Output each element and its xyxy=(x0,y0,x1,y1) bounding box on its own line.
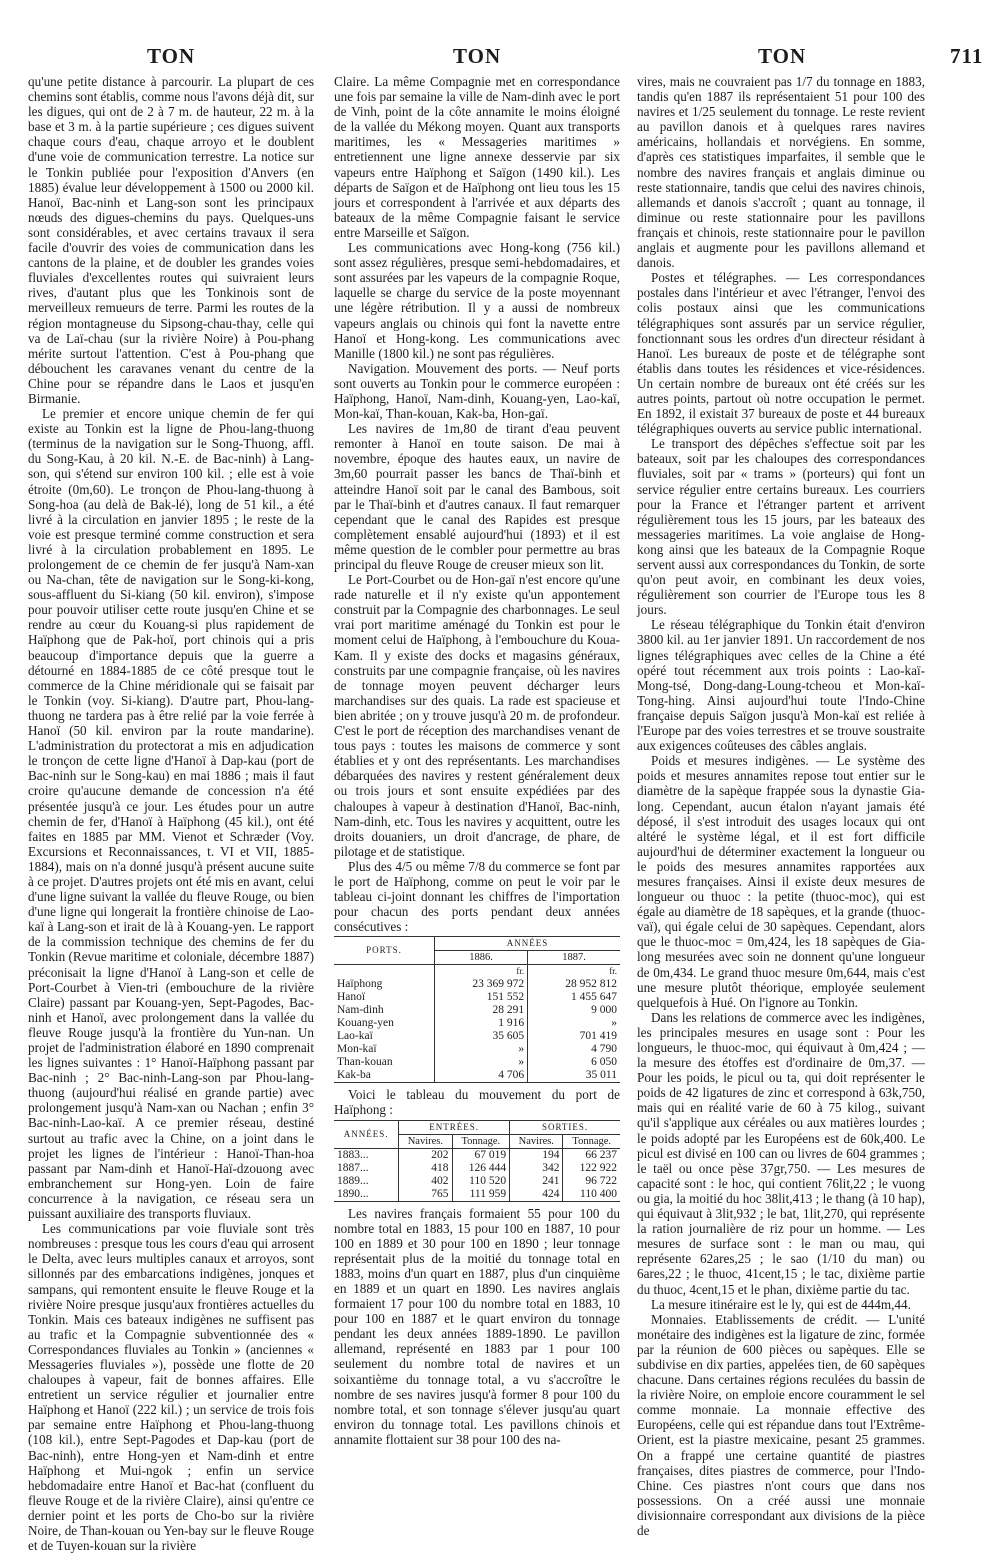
value-cell: 241 xyxy=(510,1175,563,1188)
port-name: Kak-ba xyxy=(334,1069,434,1083)
value-cell: 194 xyxy=(510,1148,563,1162)
paragraph: La mesure itinéraire est le ly, qui est de 444m,44. xyxy=(651,1296,911,1312)
value-cell: 701 419 xyxy=(579,1030,617,1043)
paragraph: Le réseau télégraphique du Tonkin était d'environ 3800 kil. au 1er janvier 1891. Un raccordement de nos lignes télégraphiques avec celles de la Chine a été opéré tout récemment aux trois points : Lao-kaï-Mong-tsé, Dong-dang-Loung-tcheou et Mon-kaï-Tong-hing. Ainsi aujourd'hui toute l'Indo-Chine française depuis Saïgon jusqu'à Mon-kaï est reliée à l'Europe par des voies terrestres et se trouve soustraite aux exigences coûteuses des câbles anglais. xyxy=(637,617,925,754)
year-cell: 1887... xyxy=(334,1162,399,1175)
paragraph: Le transport des dépêches s'effectue soit par les bateaux, soit par les chaloupes des correspondances fluviales, soit par « trams » (porteurs) qui font un service régulier entre certains bureaux. Les courriers pour la France et l'étranger partent et arrivent régulièrement tous les 15 jours, par les bateaux des messageries maritimes. La voie anglaise de Hong-kong ainsi que les bateaux de la Compagnie Roque servent aussi aux correspondances du Tonkin, de sorte qu'on peut avoir, en combinant les deux voies, régulièrement son courrier de l'Europe tous les 8 jours. xyxy=(637,436,925,618)
value-cell: » xyxy=(434,1056,527,1069)
value-cell: 418 xyxy=(399,1162,452,1175)
running-head-left: TON xyxy=(147,44,196,68)
value-cell: 4 790 xyxy=(591,1043,617,1056)
value-cell: 110 520 xyxy=(452,1175,510,1188)
paragraph: Les communications par voie fluviale sont très nombreuses : presque tous les cours d'eau qui arrosent le Delta, avec leurs multiples canaux et arroyos, sont sillonnés par des embarcations indigènes, jonques et sampans, qui remontent ensuite le fleuve Rouge et la rivière Noire presque jusqu'aux frontières actuelles du Tonkin. Mais ces bateaux indigènes ne suffisent pas au trafic et la Compagnie subventionnée des « Correspondances fluviales au Tonkin » (anciennes « Messageries fluviales »), possède une flotte de 20 chaloupes à vapeur, fait de bonnes affaires. Elle entretient un service régulier et journalier entre Haïphong et Hanoï (222 kil.) ; un service de trois fois par semaine entre Haïphong et Phou-lang-thuong (108 kil.), entre Sept-Pagodes et Dap-kau (port de Bac-ninh), entre Hong-yen et Nam-dinh et entre Haïphong et Mui-ngok ; enfin un service hebdomadaire entre Hanoï et Bac-hat (confluent du fleuve Rouge et de la rivière Claire), ainsi qu'entre ce dernier point et les ports de Cho-bo sur la rivière Noire, de Than-kouan ou Yen-bay sur le fleuve Rouge et de Tuyen-kouan sur la rivière xyxy=(28,1221,314,1553)
unit-label: fr. xyxy=(609,966,617,977)
value-cell: 151 552 xyxy=(434,991,527,1004)
table-header: ENTRÉES. xyxy=(399,1120,510,1134)
table-header: SORTIES. xyxy=(510,1120,620,1134)
port-name: Nam-dinh xyxy=(334,1004,434,1017)
year-cell: 1890... xyxy=(334,1188,399,1202)
port-name: Haïphong xyxy=(334,978,434,991)
value-cell: 1 916 xyxy=(434,1017,527,1030)
table-header: Tonnage. xyxy=(563,1134,620,1148)
paragraph: Monnaies. Etablissements de crédit. — L'unité monétaire des indigènes est la ligature de zinc, formée par la réunion de 600 pièces ou sapèques. Elle se subdivise en dix parties, appelées tien, de 60 sapèques chacune. Dans certaines régions reculées du bassin de la rivière Noire, on emploie encore couramment le sel comme monnaie. La monnaie effective des Européens, celle qui est répandue dans tout l'Extrême-Orient, est la piastre mexicaine, pesant 25 grammes. On a frappé une certaine quantité de piastres françaises, dites piastres de commerce, pour l'Indo-Chine. Ces piastres n'ont cours que dans nos possessions. On a créé aussi une monnaie divisionnaire correspondant aux divisions de la pièce de xyxy=(637,1311,925,1538)
value-cell: 23 369 972 xyxy=(434,978,527,991)
value-cell: 28 291 xyxy=(434,1004,527,1017)
value-cell: 4 706 xyxy=(434,1069,527,1083)
table-header: Tonnage. xyxy=(452,1134,510,1148)
paragraph: qu'une petite distance à parcourir. La plupart de ces chemins sont établis, comme nous l'avons déjà dit, sur les digues, qui ont de 2 à 7 m. de hauteur, 22 m. à la base et 3 m. à la partie supérieure ; ces digues suivent chaque cours d'eau, chaque arroyo et le doublent d'une voie de communication terrestre. La notice sur le Tonkin publiée pour l'exposition d'Anvers (en 1885) évalue leur développement à 1500 ou 2000 kil. Hanoï, Bac-ninh et Lang-son sont les principaux nœuds des digues-chemins du pays. Quelques-uns sont considérables, et avec certains travaux il sera facile d'ouvrir des voies de communication dans les cantons de la plaine, et de doubler les grandes voies fluviales d'excellentes routes qui suivraient leurs rives, d'autant plus que les Tonkinois sont de merveilleux remueurs de terre. Parmi les routes de la région montagneuse du Sipsong-chau-thay, celle qui va de Laï-chau (sur la rivière Noire) à Pou-phang mérite surtout l'attention. C'est à Pou-phang que débouchent les caravanes venant du centre de la Chine pour se répandre dans le Laos et jusqu'en Birmanie. xyxy=(28,74,314,406)
table-row xyxy=(334,1043,620,1056)
value-cell: 765 xyxy=(399,1188,452,1202)
value-cell: » xyxy=(434,1043,527,1056)
paragraph: Navigation. Mouvement des ports. — Neuf ports sont ouverts au Tonkin pour le commerce européen : Haïphong, Hanoï, Nam-dinh, Kouang-yen, Lao-kaï, Mon-kaï, Than-kouan, Kak-ba, Hon-gaï. xyxy=(334,360,620,422)
value-cell: 342 xyxy=(510,1162,563,1175)
table-row xyxy=(334,1069,620,1083)
table-header: 1886. xyxy=(434,951,527,965)
value-cell: 28 952 812 xyxy=(565,978,617,991)
table-header: Navires. xyxy=(510,1134,563,1148)
table-header: ANNÉES xyxy=(434,937,620,951)
paragraph: Le premier et encore unique chemin de fer qui existe au Tonkin est la ligne de Phou-lang-thuong (terminus de la navigation sur le Song-Thuong, affl. du Song-Kau, à 20 kil. N.-E. de Bac-ninh) à Lang-son, qui s'étend sur environ 100 kil. ; elle est à voie étroite (0m,60). Le tronçon de Phou-lang-thuong à Song-hoa (au delà de Bak-lé), long de 51 kil., a été livré à la circulation en janvier 1895 ; le reste de la voie est presque terminé comme construction et sera livré à la circulation probablement en 1895. Le prolongement de ce chemin de fer jusqu'à Nam-xan ou Na-chan, tête de navigation sur le Song-ki-kong, sous-affluent du Si-kiang (50 kil. environ), s'impose pour pouvoir utiliser cette route jusqu'en Chine et se rendre au cœur du Kouang-si plus rapidement de Haïphong que de Pak-hoï, port chinois qui a pris beaucoup d'importance depuis que la guerre a détourné en 1884-1885 de ce côté presque tout le commerce de la Chine méridionale qui se faisait par le Tonkin (voy. Si-kiang). D'autre part, Phou-lang-thuong ne tardera pas à être relié par la voie ferrée à Hanoï (50 kil. environ par la route mandarine). L'administration du protectorat a mis en adjudication le tronçon de cette ligne d'Hanoï à Dap-kau (port de Bac-ninh sur le Song-kau) en mai 1886 ; mais il faut croire qu'aucune demande de concession n'a été présentée jusqu'à ce jour. Les études pour un autre chemin de fer, d'Hanoï à Haïphong (45 kil.), ont été faites en 1885 par MM. Vienot et Schræder (Voy. Excursions et Reconnaissances, t. VI et VII, 1885-1884), mais on n'a donné jusqu'à présent aucune suite à ce projet. D'autres projets ont été mis en avant, celui d'une ligne suivant la vallée du fleuve Rouge, ou bien d'une ligne qui longerait la frontière chinoise de Lao-kaï à Lang-son et irait de là à Kouang-yen. Le rapport de la commission technique des chemins de fer du Tonkin (Revue maritime et coloniale, décembre 1887) préconisait la ligne d'Hanoï à Lang-son et celle de Port-Courbet à Vien-tri (embouchure de la rivière Claire) passant par Kouang-yen, Sept-Pagodes, Bac-ninh et Hanoï, avec prolongement dans la vallée du fleuve Rouge jusqu'à la frontière du Yun-nan. Un projet de l'administration élaboré en 1890 comprenait les lignes suivantes : 1° Hanoï-Haïphong passant par Bac-ninh ; 2° Bac-ninh-Lang-son par Phou-lang-thuong (aujourd'hui réalisé en grande partie) avec prolongement jusqu'à Nam-xan ou Nachan ; enfin 3° Bac-ninh-Lao-kaï. A ce premier réseau, destiné surtout au trafic avec la Chine, on a joint dans le projet les lignes de l'intérieur : Hanoï-Than-hoa passant par Nam-dinh et Hanoï-Haï-dzouong avec embranchement sur Hong-yen. Loin de faire concurrence à la navigation, ce réseau sera un puissant auxiliaire des transports fluviaux. xyxy=(28,406,314,1222)
value-cell: 35 605 xyxy=(434,1030,527,1043)
table-header: 1887. xyxy=(528,951,620,965)
port-name: Lao-kaï xyxy=(334,1030,434,1043)
table-header: Navires. xyxy=(399,1134,452,1148)
paragraph: Dans les relations de commerce avec les indigènes, les principales mesures en usage sont : Pour les longueurs, le thuoc-moc, qui équivaut à 0m,424 ; — la mesure des étoffes est d'ordinaire de 0m,37. — Pour les poids, le picul ou ta, qui doit représenter le poids de 42 ligatures de zinc et correspond à 63k,750, mais qui en réalité varie de 60 à 75 kilog., suivant qu'il s'applique aux céréales ou aux matières lourdes ; le poids adopté par les Européens est de 60k,400. Le picul est divisé en 100 can ou livres de 604 grammes ; le taël ou once pèse 37gr,750. — Les mesures de capacité sont : le hoc, qui contient 76lit,22 ; le vuong ou gia, la moitié du hoc 38lit,413 ; le thang (à 10 hap), qui équivaut à 3lit,932 ; le bat, 1lit,270, qui représente la ration journalière de riz pour un homme. — Les mesures de surface sont : le man ou mau, qui représente 62ares,25 ; le sao (1/10 du man) ou 6ares,22 ; le thuoc, 41cent,15 ; le tac, dixième partie du thuoc, 4cent,15 et le phan, dixième partie du tac. xyxy=(637,1009,925,1297)
haiphong-movement-table xyxy=(334,1120,620,1202)
table-row xyxy=(334,991,620,1004)
table-row xyxy=(334,1017,620,1030)
paragraph: Postes et télégraphes. — Les correspondances postales dans l'intérieur et avec l'étranger, l'envoi des colis postaux ainsi que les communications télégraphiques sont assurés par un service régulier, fonctionnant sous les ordres d'un directeur résidant à Hanoï. Les bureaux de poste et de télégraphe sont établis dans toutes les résidences et vice-résidences. Un certain nombre de bureaux ont été créés sur les autres points, partout où notre occupation le permet. En 1892, il existait 37 bureaux de poste et 44 bureaux télégraphiques ouverts au service public international. xyxy=(637,270,925,437)
value-cell: 9 000 xyxy=(591,1004,617,1017)
column-2 xyxy=(334,74,620,1447)
table-row xyxy=(334,1162,620,1175)
port-name: Mon-kaï xyxy=(334,1043,434,1056)
paragraph: Plus des 4/5 ou même 7/8 du commerce se font par le port de Haïphong, comme on peut le voir par le tableau ci-joint donnant les chiffres de l'importation pour chacun des ports pendant deux années consécutives : xyxy=(334,858,620,935)
value-cell: 67 019 xyxy=(452,1148,510,1162)
paragraph: Poids et mesures indigènes. — Le système des poids et mesures annamites repose tout entier sur le diamètre de la sapèque frappée sous la dynastie Gia-long. Cependant, aucun étalon n'ayant jamais été déposé, il s'est introduit des usages locaux qui ont altéré le système légal, et il est fort difficile aujourd'hui de déterminer exactement la longueur ou le poids des mesures annamites rapportées aux mesures françaises. Ainsi il existe deux mesures de longueur ou thuoc : la petite (thuoc-moc), qui est égale au diamètre de 18 sapèques, et la grande (thuoc-vaï), qui égale celui de 30 sapèques. Cependant, alors que le thuoc-moc = 0m,424, les 18 sapèques de Gia-long mesurées avec soin ne donnent qu'une longueur de 0m,434. Le grand thuoc mesure 0m,644, mais c'est une mesure plutôt théorique, employée seulement quelquefois à Hué. On l'ignore au Tonkin. xyxy=(637,753,925,1010)
value-cell: 402 xyxy=(399,1175,452,1188)
year-cell: 1883... xyxy=(334,1148,399,1162)
value-cell: 424 xyxy=(510,1188,563,1202)
value-cell: 1 455 647 xyxy=(571,991,617,1004)
value-cell: 202 xyxy=(399,1148,452,1162)
column-3 xyxy=(637,74,925,1538)
page-number: 711 xyxy=(950,44,984,68)
paragraph: Le Port-Courbet ou de Hon-gaï n'est encore qu'une rade naturelle et il n'y existe qu'un appontement construit par la Compagnie des charbonnages. Le seul vrai port maritime aménagé du Tonkin est pour le moment celui de Haïphong, à l'embouchure du Koua-Kam. Il y existe des docks et magasins généraux, construits par une compagnie française, où les navires de tonnage moyen peuvent décharger leurs marchandises sur des quais. La rade est spacieuse et bien abritée ; on y trouve jusqu'à 20 m. de profondeur. C'est le port de réception des marchandises venant de tous pays : toutes les maisons de commerce y sont établies et y ont des représentants. Les marchandises débarquées des navires y restent généralement deux ou trois jours et sont ensuite expédiées par des chaloupes à vapeur à destination d'Hanoï, Bac-ninh, Nam-dinh, etc. Tous les navires y acquittent, outre les droits douaniers, un droit d'ancrage, de phare, de pilotage et de statistique. xyxy=(334,572,620,859)
paragraph: Voici le tableau du mouvement du port de Haïphong : xyxy=(334,1087,620,1118)
table-row xyxy=(334,1175,620,1188)
column-1 xyxy=(28,74,314,1553)
running-head-center: TON xyxy=(453,44,502,68)
table-row xyxy=(334,1188,620,1202)
paragraph: vires, mais ne couvraient pas 1/7 du tonnage en 1883, tandis qu'en 1887 ils représentaient 51 pour 100 des navires et 1/25 seulement du tonnage. Le reste revient au pavillon danois et à quelques rares navires américains, hollandais et norvégiens. En somme, d'après ces statistiques imparfaites, il semble que le nombre des navires français et anglais diminue ou reste stationnaire, tandis que celui des navires chinois, allemands et danois s'accroît ; quant au tonnage, il diminue ou reste stationnaire pour les pavillons français et chinois, reste stationnaire pour le pavillon anglais et augmente pour les pavillons allemand et danois. xyxy=(637,74,925,271)
value-cell: 96 722 xyxy=(585,1174,617,1187)
value-cell: 35 011 xyxy=(528,1069,620,1083)
value-cell: 110 400 xyxy=(563,1188,620,1202)
table-row xyxy=(334,1148,620,1162)
port-name: Kouang-yen xyxy=(334,1017,434,1030)
paragraph: Les navires français formaient 55 pour 100 du nombre total en 1883, 15 pour 100 en 1887, 10 pour 100 en 1889 et 30 pour 100 en 1890 ; leur tonnage représentait plus de la moitié du tonnage total en 1883, moins d'un quart en 1887, plus d'un cinquième en 1889 et un quart en 1890. Les navires anglais formaient 17 pour 100 du nombre total en 1883, 10 pour 100 en 1887 et le quart environ du tonnage pendant les deux années 1889-1890. Le pavillon allemand, représenté en 1883 par 1 pour 100 seulement du nombre total de navires et un soixantième du tonnage total, a vu s'accroître le nombre de ses navires jusqu'à former 8 pour 100 du nombre total, et son tonnage s'élever jusqu'au quart environ du tonnage total. Les pavillons chinois et annamite flottaient sur 38 pour 100 des na- xyxy=(334,1205,620,1447)
paragraph: Les navires de 1m,80 de tirant d'eau peuvent remonter à Hanoï en toute saison. De mai à novembre, époque des hautes eaux, un navire de 3m,60 pourrait passer les bancs de Thaï-binh et atteindre Hanoï soit par le canal des Bambous, soit par le Thaï-binh et d'autres canaux. Il faut remarquer cependant que le canal des Rapides est presque complètement ensablé aujourd'hui (1893) et il est même question de le combler pour permettre au bras principal du fleuve Rouge de creuser mieux son lit. xyxy=(334,421,620,572)
import-by-port-table xyxy=(334,936,620,1083)
table-row xyxy=(334,1004,620,1017)
port-name: Hanoï xyxy=(334,991,434,1004)
running-head-right: TON xyxy=(758,44,807,68)
table-header: ANNÉES. xyxy=(334,1120,399,1148)
port-name: Than-kouan xyxy=(334,1056,434,1069)
table-header: PORTS. xyxy=(334,937,434,965)
table-row xyxy=(334,978,620,991)
unit-label: fr. xyxy=(434,965,527,979)
value-cell: 66 237 xyxy=(585,1148,617,1161)
paragraph: Les communications avec Hong-kong (756 kil.) sont assez régulières, presque semi-hebdomadaires, et sont assurées par les vapeurs de la compagnie Roque, laquelle se charge du service de la poste moyennant une légère rétribution. Il y a aussi de nombreux vapeurs anglais ou chinois qui font la navette entre Hanoï et Hong-kong. Les communications avec Manille (1800 kil.) ne sont pas régulières. xyxy=(334,240,620,361)
table-row xyxy=(334,1030,620,1043)
table-row xyxy=(334,1056,620,1069)
year-cell: 1889... xyxy=(334,1175,399,1188)
paragraph: Claire. La même Compagnie met en correspondance une fois par semaine la ville de Nam-dinh avec le port de Vinh, point de la côte annamite le moins éloigné de la vallée du Mékong moyen. Quant aux transports maritimes, les « Messageries maritimes » entretiennent une ligne annexe desservie par six vapeurs entre Haïphong et Saïgon (1490 kil.). Les départs de Saïgon et de Haïphong ont lieu tous les 15 jours et correspondent à l'arrivée et aux départs des bateaux de la même Compagnie faisant le service entre Marseille et Saïgon. xyxy=(334,74,620,240)
value-cell: 6 050 xyxy=(591,1056,617,1069)
value-cell: 122 922 xyxy=(579,1161,617,1174)
value-cell: » xyxy=(611,1017,617,1030)
value-cell: 126 444 xyxy=(452,1162,510,1175)
value-cell: 111 959 xyxy=(452,1188,510,1202)
